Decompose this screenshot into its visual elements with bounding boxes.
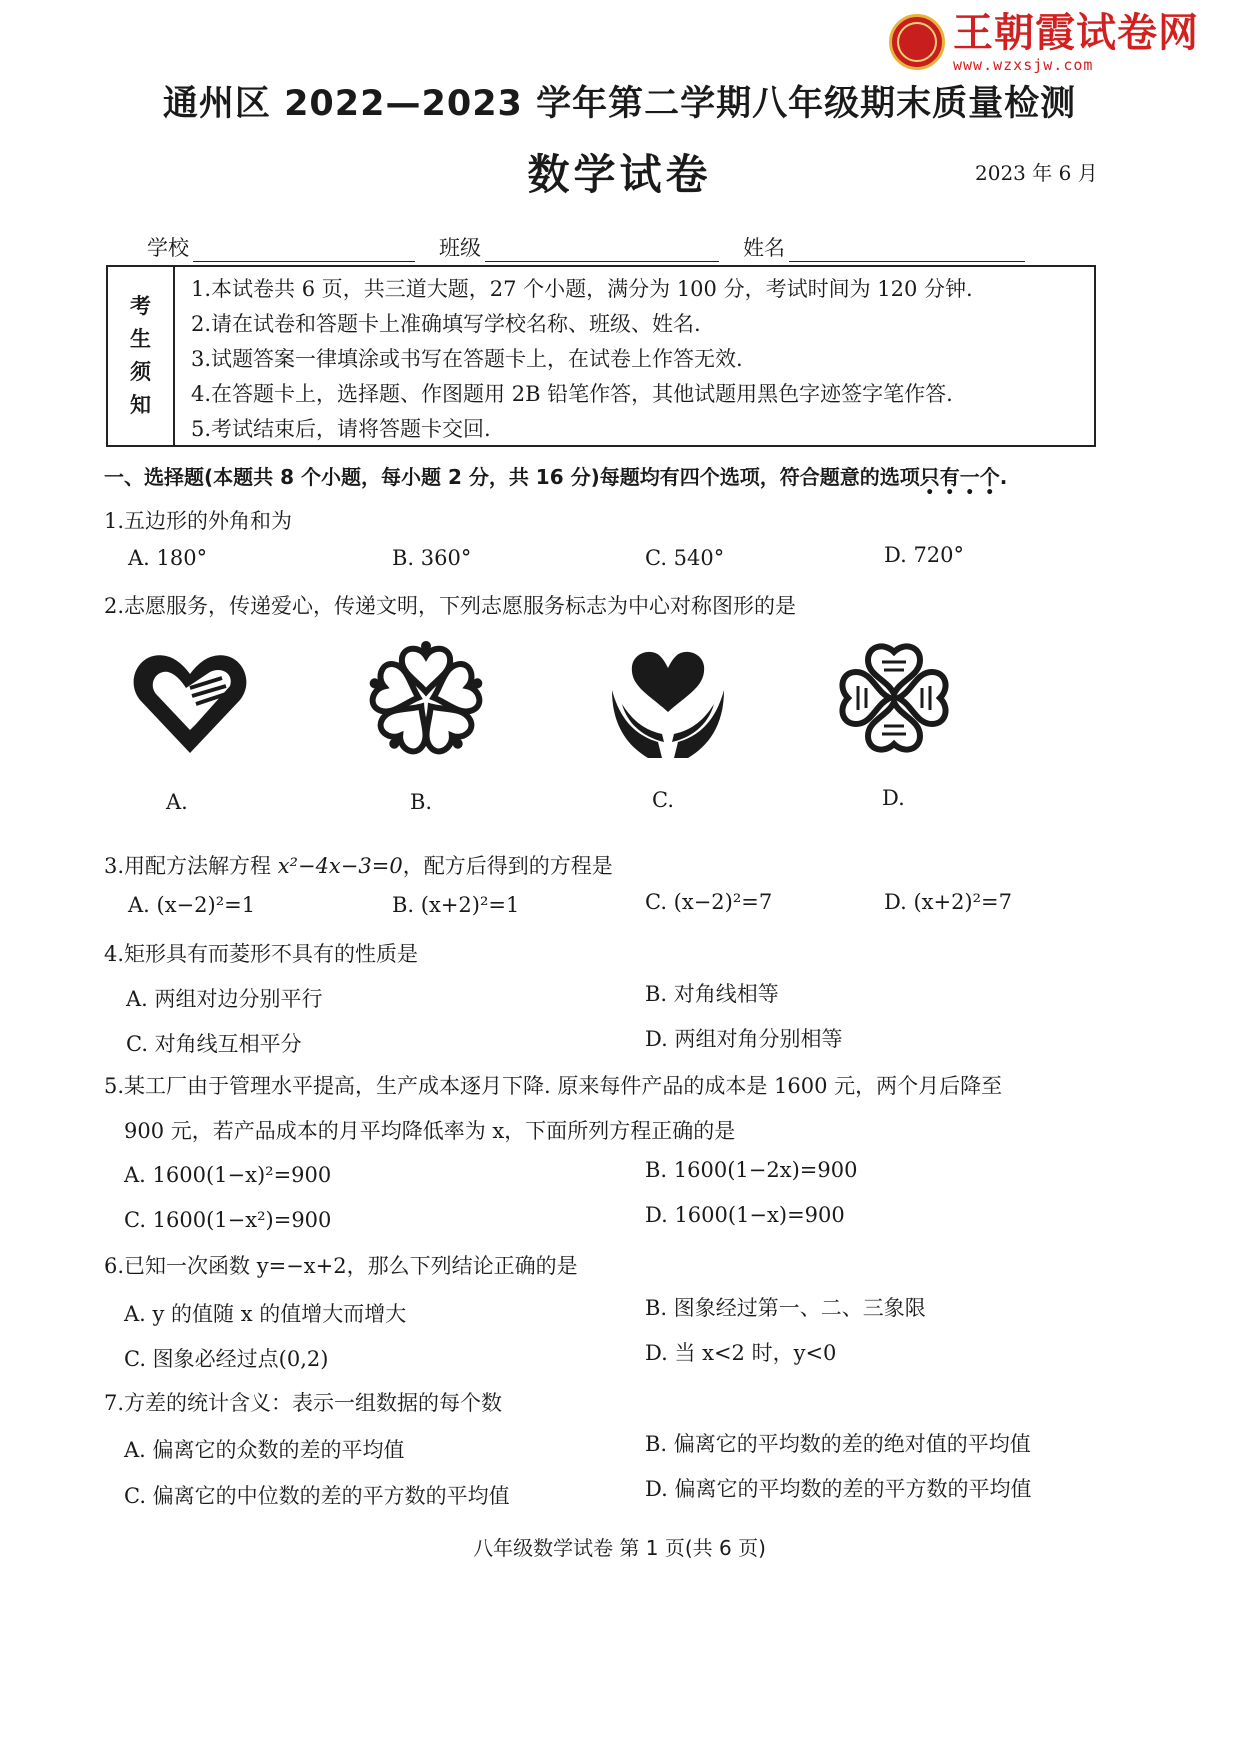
q3-equation: x²−4x−3=0 <box>277 854 403 878</box>
notice-item: 1.本试卷共 6 页，共三道大题，27 个小题，满分为 100 分，考试时间为 120 分钟. <box>191 277 973 301</box>
class-blank[interactable] <box>485 237 719 262</box>
q2-label-d[interactable]: D. <box>882 786 905 810</box>
q5-option-a[interactable]: A. 1600(1−x)²=900 <box>124 1163 332 1187</box>
q1-option-c[interactable]: C. 540° <box>645 546 725 570</box>
q3-option-d[interactable]: D. (x+2)²=7 <box>884 890 1012 914</box>
q6-option-d[interactable]: D. 当 x<2 时，y<0 <box>645 1341 837 1365</box>
q2-label-b[interactable]: B. <box>410 790 433 814</box>
question-6-stem: 6.已知一次函数 y=−x+2，那么下列结论正确的是 <box>104 1254 578 1278</box>
candidate-notice <box>106 265 1096 447</box>
q7-option-b[interactable]: B. 偏离它的平均数的差的绝对值的平均值 <box>645 1432 1031 1456</box>
section-heading: 一、选择题(本题共 8 个小题，每小题 2 分，共 16 分)每题均有四个选项，符合题意的选项只有一个. <box>104 465 1008 489</box>
class-field[interactable] <box>439 232 719 262</box>
name-field[interactable] <box>743 232 1025 262</box>
q3-option-c[interactable]: C. (x−2)²=7 <box>645 890 773 914</box>
q6-option-b[interactable]: B. 图象经过第一、二、三象限 <box>645 1296 926 1320</box>
q6-option-c[interactable]: C. 图象必经过点(0,2) <box>124 1347 329 1371</box>
q5-option-c[interactable]: C. 1600(1−x²)=900 <box>124 1208 332 1232</box>
q4-option-a[interactable]: A. 两组对边分别平行 <box>126 987 323 1011</box>
notice-item: 3.试题答案一律填涂或书写在答题卡上，在试卷上作答无效. <box>191 347 743 371</box>
heart-flower-logo-b[interactable] <box>366 640 486 760</box>
question-1-stem: 1.五边形的外角和为 <box>104 509 293 533</box>
q5-option-d[interactable]: D. 1600(1−x)=900 <box>645 1203 845 1227</box>
heart-hand-logo-a[interactable] <box>130 648 250 758</box>
heart-hands-logo-c[interactable] <box>608 642 728 762</box>
watermark-name: 王朝霞试卷网 <box>953 10 1199 56</box>
q1-option-d[interactable]: D. 720° <box>884 543 965 567</box>
q4-option-c[interactable]: C. 对角线互相平分 <box>126 1032 302 1056</box>
q6-option-a[interactable]: A. y 的值随 x 的值增大而增大 <box>124 1302 407 1326</box>
q4-option-d[interactable]: D. 两组对角分别相等 <box>645 1027 843 1051</box>
q3-option-b[interactable]: B. (x+2)²=1 <box>392 893 520 917</box>
watermark-url: www.wzxsjw.com <box>953 56 1094 74</box>
q3-option-a[interactable]: A. (x−2)²=1 <box>128 893 256 917</box>
notice-items <box>175 267 973 445</box>
exam-subtitle: 数学试卷 <box>527 150 712 199</box>
exam-title: 通州区 2022—2023 学年第二学期八年级期末质量检测 <box>162 84 1077 124</box>
question-2-stem: 2.志愿服务，传递爱心，传递文明，下列志愿服务标志为中心对称图形的是 <box>104 594 797 618</box>
school-field[interactable] <box>147 232 415 262</box>
notice-heading: 考 生 须 知 <box>108 267 175 445</box>
watermark-logo <box>889 10 1199 74</box>
q1-option-a[interactable]: A. 180° <box>128 546 208 570</box>
q7-option-c[interactable]: C. 偏离它的中位数的差的平方数的平均值 <box>124 1484 510 1508</box>
page-footer: 八年级数学试卷 第 1 页(共 6 页) <box>473 1536 766 1560</box>
exam-date: 2023 年 6 月 <box>975 161 1098 185</box>
q7-option-a[interactable]: A. 偏离它的众数的差的平均值 <box>124 1438 405 1462</box>
school-label: 学校 <box>147 236 189 260</box>
student-info <box>147 232 1049 262</box>
name-label: 姓名 <box>743 236 785 260</box>
question-4-stem: 4.矩形具有而菱形不具有的性质是 <box>104 942 419 966</box>
q2-label-a[interactable]: A. <box>166 790 188 814</box>
seal-icon <box>889 14 945 70</box>
notice-item: 5.考试结束后，请将答题卡交回. <box>191 417 491 441</box>
clover-hands-logo-d[interactable] <box>834 638 954 758</box>
q2-label-c[interactable]: C. <box>652 788 674 812</box>
q7-option-d[interactable]: D. 偏离它的平均数的差的平方数的平均值 <box>645 1477 1032 1501</box>
name-blank[interactable] <box>789 237 1025 262</box>
question-5-stem-line1: 5.某工厂由于管理水平提高，生产成本逐月下降. 原来每件产品的成本是 1600 元，两个月后降至 <box>104 1074 1003 1098</box>
q5-option-b[interactable]: B. 1600(1−2x)=900 <box>645 1158 858 1182</box>
notice-item: 2.请在试卷和答题卡上准确填写学校名称、班级、姓名. <box>191 312 701 336</box>
question-7-stem: 7.方差的统计含义：表示一组数据的每个数 <box>104 1391 503 1415</box>
notice-item: 4.在答题卡上，选择题、作图题用 2B 铅笔作答，其他试题用黑色字迹签字笔作答. <box>191 382 953 406</box>
q4-option-b[interactable]: B. 对角线相等 <box>645 982 779 1006</box>
school-blank[interactable] <box>193 237 415 262</box>
class-label: 班级 <box>439 236 481 260</box>
q1-option-b[interactable]: B. 360° <box>392 546 472 570</box>
question-3-stem: 3.用配方法解方程 x²−4x−3=0，配方后得到的方程是 <box>104 854 613 878</box>
question-5-stem-line2: 900 元，若产品成本的月平均降低率为 x，下面所列方程正确的是 <box>124 1119 736 1143</box>
